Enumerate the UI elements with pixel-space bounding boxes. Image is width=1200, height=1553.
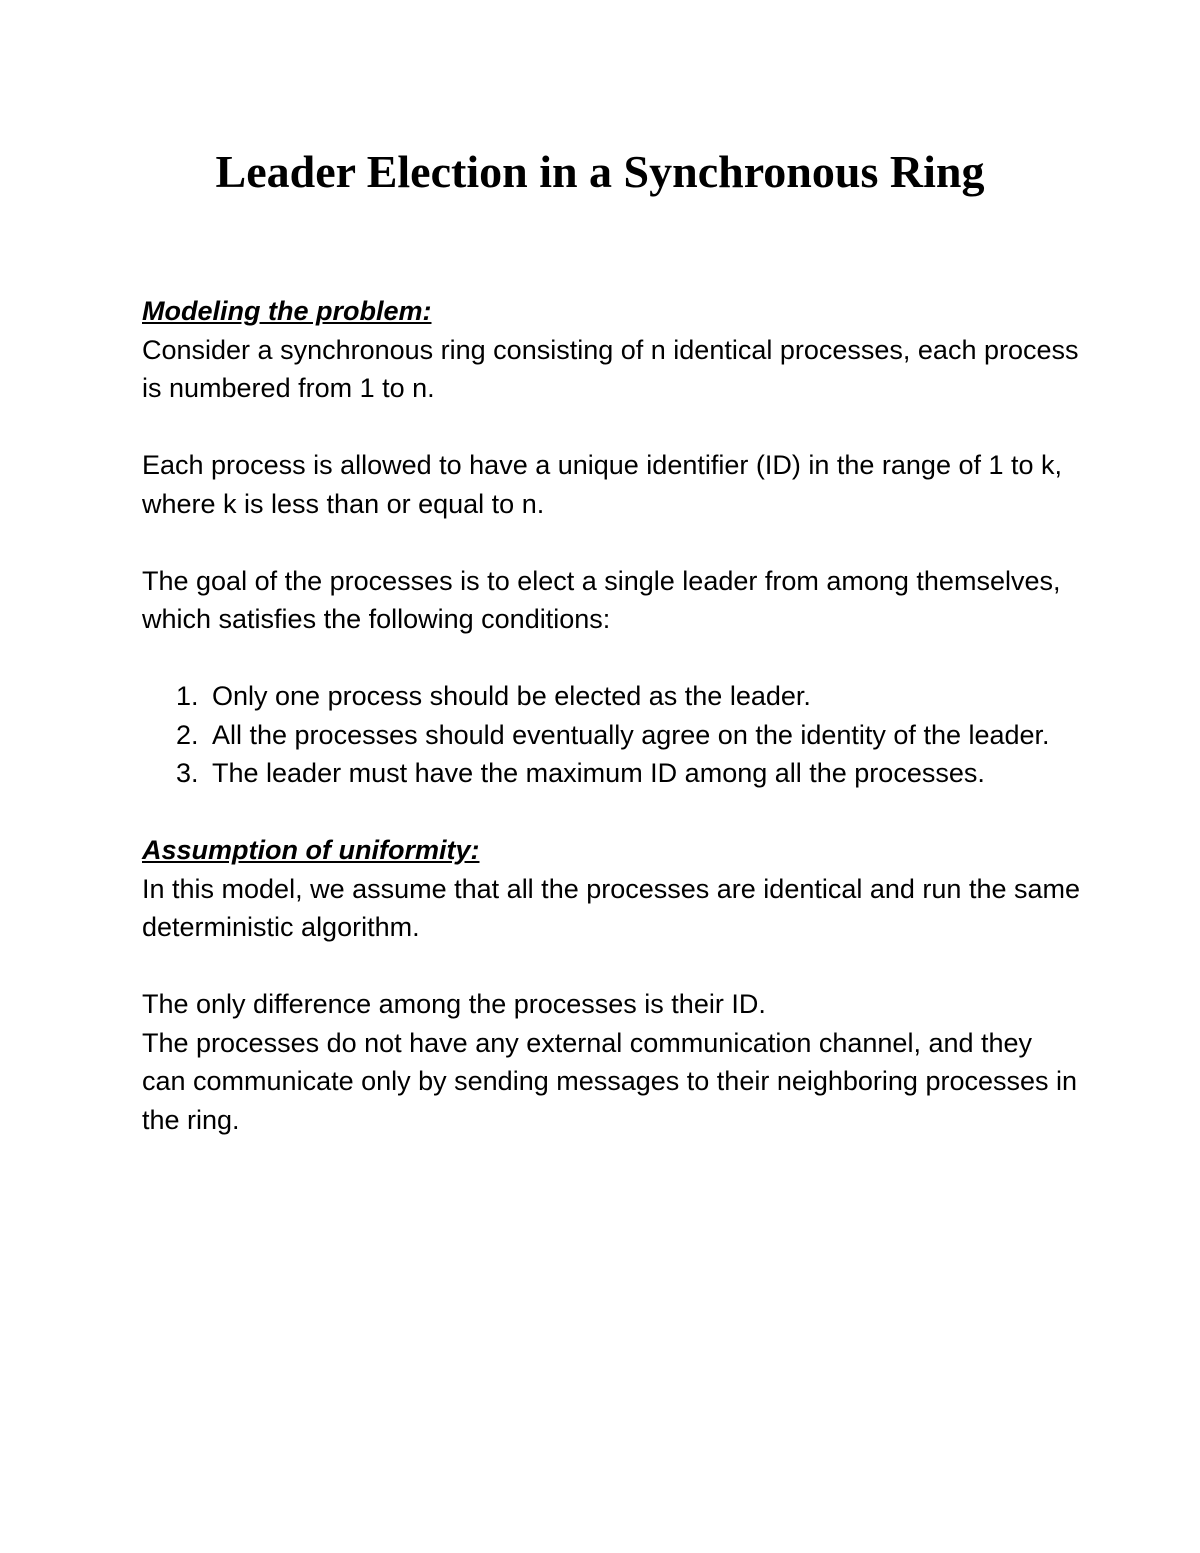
section-heading-modeling: Modeling the problem:: [142, 296, 432, 326]
paragraph-only-difference: The only difference among the processes is their ID.: [142, 989, 766, 1019]
paragraph-gap: [142, 947, 1082, 986]
list-item-text: Only one process should be elected as the leader.: [212, 681, 811, 711]
paragraph-gap: [142, 639, 1082, 678]
list-item-number: 2.: [176, 719, 199, 750]
list-item-text: The leader must have the maximum ID among all the processes.: [212, 758, 985, 788]
list-item: [142, 754, 1082, 793]
list-item-text: All the processes should eventually agree on the identity of the leader.: [212, 719, 1050, 750]
paragraph-communication: The processes do not have any external communication channel, and they can communicate only by sending messages to their neighboring processes in the ring.: [142, 1027, 1078, 1135]
paragraph-gap: [142, 793, 1082, 832]
list-item-number: 1.: [176, 681, 199, 711]
list-item: [142, 677, 1082, 716]
paragraph-gap: [142, 523, 1082, 562]
section-heading-uniformity: Assumption of uniformity:: [142, 835, 480, 865]
conditions-list: [142, 677, 1082, 793]
paragraph-identical-processes: In this model, we assume that all the processes are identical and run the same deterministic algorithm.: [142, 873, 1080, 942]
paragraph-ring-setup: Consider a synchronous ring consisting of n identical processes, each process is numbered from 1 to n.: [142, 334, 1079, 403]
paragraph-unique-id: Each process is allowed to have a unique identifier (ID) in the range of 1 to k, where k is less than or equal to n.: [142, 450, 1063, 519]
list-item: [142, 716, 1082, 755]
list-item-number: 3.: [176, 758, 199, 788]
paragraph-goal: The goal of the processes is to elect a single leader from among themselves, which satisfies the following conditions:: [142, 565, 1061, 634]
paragraph-gap: [142, 408, 1082, 447]
document-title: Leader Election in a Synchronous Ring: [215, 146, 985, 197]
document-body: [142, 292, 1082, 1139]
